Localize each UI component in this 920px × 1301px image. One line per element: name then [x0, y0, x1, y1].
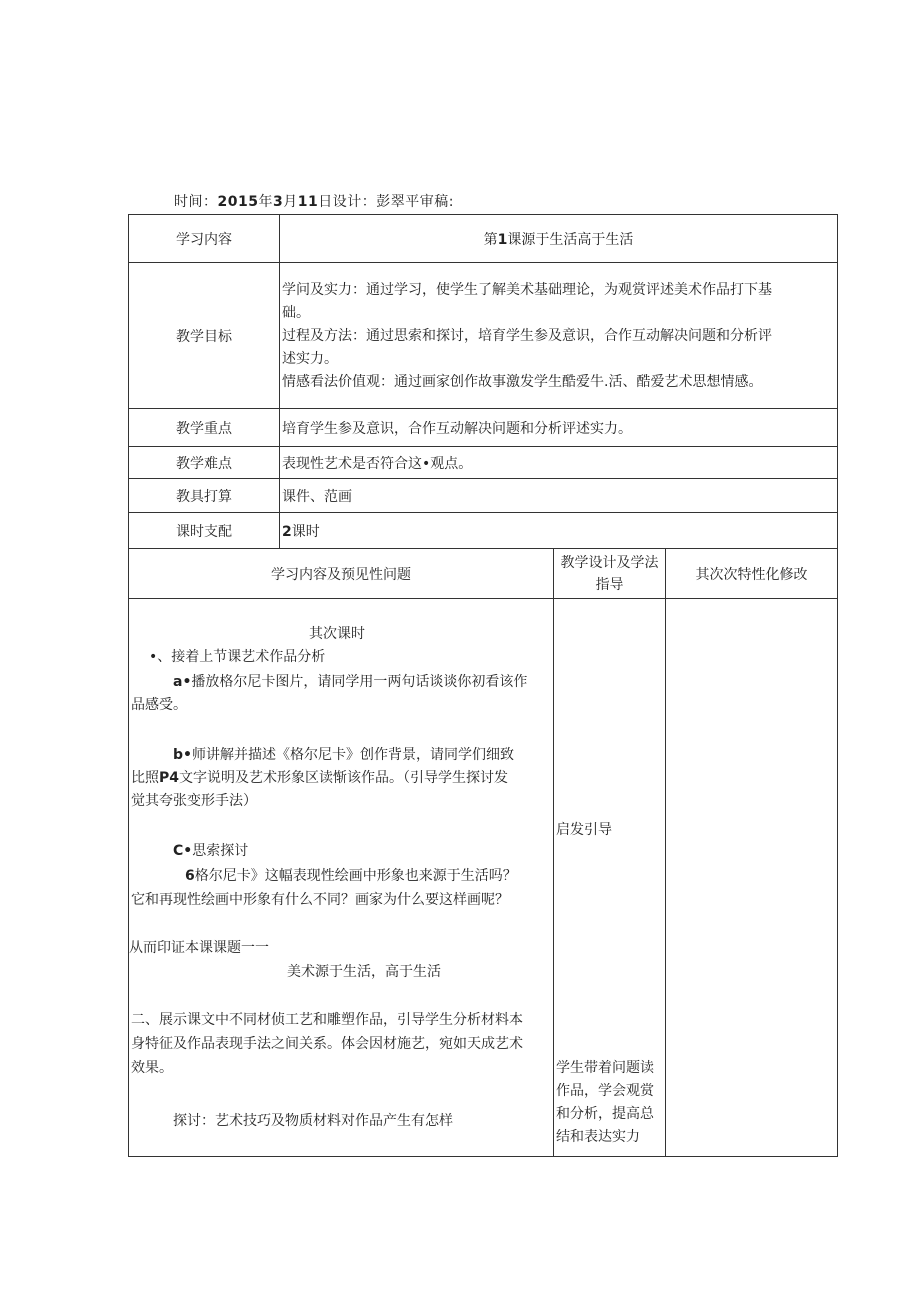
item-b-line-3: 觉其夸张变形手法）: [131, 793, 257, 809]
row-content: [129, 215, 838, 263]
item-a-line-2: 品感受。: [131, 697, 187, 713]
objective-line-3: 过程及方法：通过思索和探讨，培育学生参及意识，合作互动解决问题和分析评: [282, 328, 772, 344]
item-c-question-1-text: 格尔尼卡》这幅表现性绘画中形象也来源于生活吗？: [194, 868, 517, 884]
label-focus: 教学重点: [129, 409, 280, 447]
label-hours: 课时支配: [129, 513, 280, 549]
row-focus: [129, 409, 838, 447]
row-tools: [129, 479, 838, 513]
guide-line-1: 学生带着问题读: [556, 1060, 654, 1076]
lesson-plan-table: [128, 214, 838, 1157]
guide-inspire: 启发引导: [556, 822, 612, 838]
row-hours: [129, 513, 838, 549]
prove-line: 从而印证本课课题一一: [129, 940, 269, 956]
objective-line-4: 述实力。: [282, 351, 338, 367]
row-difficulty: [129, 447, 838, 479]
column-header-revise: 其次次特性化修改: [666, 549, 838, 599]
guide-line-3: 和分析，提高总: [556, 1106, 654, 1122]
column-header-design: [554, 549, 666, 599]
value-content: [280, 215, 838, 263]
value-content-num: 1: [497, 231, 508, 248]
section-2-line-2: 身特征及作品表现手法之间关系。体会因材施艺，宛如天成艺术: [131, 1036, 523, 1052]
value-hours: [280, 513, 838, 549]
item-b-line-1: [173, 744, 514, 766]
body-content-cell: [129, 599, 554, 1157]
row-body: [129, 599, 838, 1157]
item-c-mark: C•: [173, 843, 193, 859]
item-c-heading: [173, 840, 248, 862]
value-hours-rest: 课时: [291, 523, 320, 540]
item-b-line-2-pre: 比照: [131, 770, 159, 786]
item-c-question-1-mark: 6: [185, 868, 195, 884]
item-c-question-1: [185, 865, 517, 887]
header-prefix: 时间：: [174, 194, 218, 210]
item-c-title: 思索探讨: [192, 843, 249, 859]
header-rest: 日设计：彭翠平审稿:: [318, 194, 454, 210]
value-difficulty: 表现性艺术是否符合这•观点。: [280, 447, 838, 479]
header-month-suffix: 月: [283, 194, 298, 210]
header-year: 2015: [217, 194, 259, 210]
value-tools: 课件、范画: [280, 479, 838, 513]
label-difficulty: 教学难点: [129, 447, 280, 479]
item-a-line-1: [173, 671, 527, 693]
header-day: 11: [297, 194, 319, 210]
row-column-headers: [129, 549, 838, 599]
section-2-line-1: 二、展示课文中不同材侦工艺和雕塑作品，引导学生分析材料本: [131, 1012, 523, 1028]
column-header-design-line2: 指导: [595, 576, 624, 593]
guide-line-4: 结和表达实力: [556, 1129, 640, 1145]
label-tools: 教具打算: [129, 479, 280, 513]
item-b-page-ref: P4: [159, 770, 180, 786]
label-objectives: 教学目标: [129, 263, 280, 409]
item-a-text: 播放格尔尼卡图片，请同学用一两句话谈谈你初看该作: [191, 674, 528, 690]
value-focus: 培育学生参及意识，合作互动解决问题和分析评述实力。: [280, 409, 838, 447]
section-2-line-3: 效果。: [131, 1060, 173, 1076]
item-b-line-2: [131, 767, 508, 789]
value-objectives: [280, 263, 838, 409]
session-title: 其次课时: [309, 626, 365, 642]
value-content-prefix: 第: [483, 231, 498, 248]
document-header: [174, 191, 454, 211]
value-content-rest: 课源于生活高于生活: [507, 231, 634, 248]
item-b-text: 师讲解并描述《格尔尼卡》创作背景，请同学们细致: [191, 747, 514, 763]
objective-line-5: 情感看法价值观：通过画家创作故事激发学生酷爱牛.活、酷爱艺术思想情感。: [282, 374, 763, 390]
row-objectives: [129, 263, 838, 409]
item-b-mark: b•: [173, 747, 192, 763]
objective-line-2: 础。: [282, 305, 310, 321]
objective-line-1: 学问及实力：通过学习，使学生了解美术基础理论，为观赏评述美术作品打下基: [282, 282, 772, 298]
guide-cell: [554, 599, 666, 1157]
column-header-design-line1: 教学设计及学法: [560, 554, 659, 571]
column-header-content: 学习内容及预见性问题: [129, 549, 554, 599]
header-month: 3: [272, 194, 284, 210]
lesson-theme: 美术源于生活，高于生活: [287, 964, 441, 980]
item-b-line-2-post: 文字说明及艺术形象区读惭该作品。（引导学生探讨发: [179, 770, 509, 786]
section-1-heading: •、接着上节课艺术作品分析: [149, 649, 326, 665]
discussion-line: 探讨：艺术技巧及物质材料对作品产生有怎样: [173, 1113, 453, 1129]
item-a-mark: a•: [173, 674, 192, 690]
item-c-question-2: 它和再现性绘画中形象有什么不同？画家为什么要这样画呢？: [131, 892, 509, 908]
value-hours-num: 2: [282, 523, 292, 540]
guide-line-2: 作品，学会观赏: [556, 1083, 654, 1099]
revise-cell: [666, 599, 838, 1157]
header-year-suffix: 年: [258, 194, 273, 210]
label-content: 学习内容: [129, 215, 280, 263]
